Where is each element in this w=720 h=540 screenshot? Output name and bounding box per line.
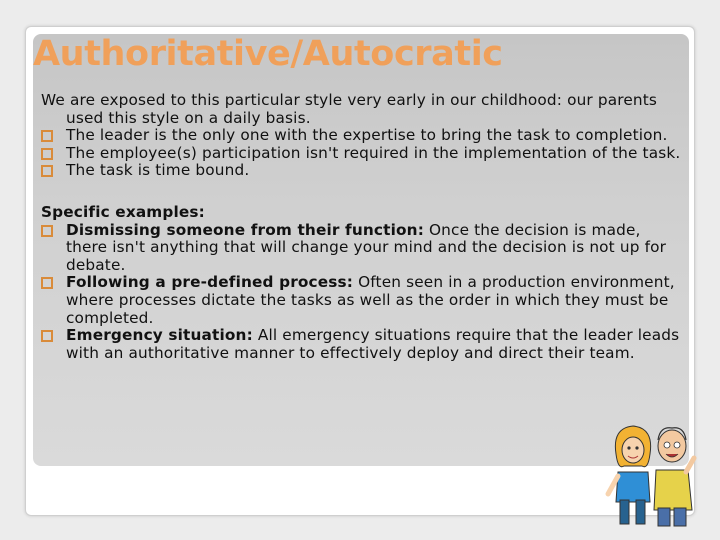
example-item xyxy=(41,327,681,362)
example-term: Following a pre-defined process: xyxy=(66,273,354,292)
square-bullet-icon xyxy=(41,148,53,160)
slide-title: Authoritative/Autocratic xyxy=(33,34,503,74)
intro-text: We are exposed to this particular style very early in our childhood: our parents used this style on a daily basis. xyxy=(41,91,658,127)
man-figure xyxy=(654,428,694,526)
bullet-text: The employee(s) participation isn't required in the implementation of the task. xyxy=(66,143,681,162)
example-item xyxy=(41,274,681,327)
woman-figure xyxy=(608,426,651,524)
examples-heading: Specific examples: xyxy=(41,202,205,221)
square-bullet-icon xyxy=(41,225,53,237)
example-term: Emergency situation: xyxy=(66,326,253,345)
square-bullet-icon xyxy=(41,330,53,342)
bullet-item xyxy=(41,162,681,180)
bullet-text: The task is time bound. xyxy=(66,161,250,180)
example-term: Dismissing someone from their function: xyxy=(66,220,424,239)
bullet-item xyxy=(41,127,681,145)
example-text: Often seen in a production environment, where processes dictate the tasks as well as the order in which they must be completed. xyxy=(66,273,675,327)
slide-body xyxy=(41,92,681,362)
bullet-text: The leader is the only one with the expertise to bring the task to completion. xyxy=(66,126,668,145)
cartoon-people-illustration xyxy=(598,410,698,530)
square-bullet-icon xyxy=(41,277,53,289)
square-bullet-icon xyxy=(41,165,53,177)
bullet-item xyxy=(41,145,681,163)
example-text: All emergency situations require that the leader leads with an authoritative manner to effectively deploy and direct their team. xyxy=(66,326,680,362)
example-item xyxy=(41,222,681,275)
example-text: Once the decision is made, there isn't anything that will change your mind and the decision is not up for debate. xyxy=(66,220,667,274)
square-bullet-icon xyxy=(41,130,53,142)
